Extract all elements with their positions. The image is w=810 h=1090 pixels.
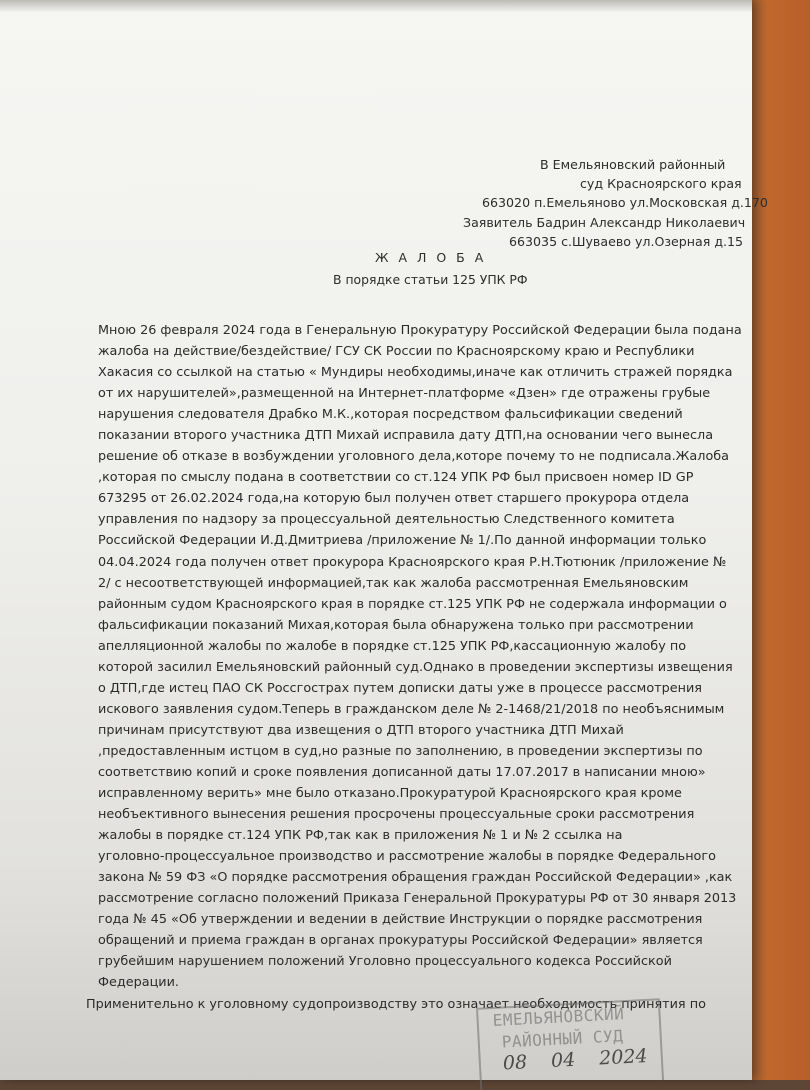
body-line: исправленному верить» мне было отказано.Прокуратурой Красноярского края кроме xyxy=(98,786,682,802)
body-line: жалобы в порядке ст.124 УПК РФ,так как в приложения № 1 и № 2 ссылка на xyxy=(98,828,623,844)
body-line: нарушения следователя Драбко М.К.,которая посредством фальсификации сведений xyxy=(98,407,683,423)
body-line: 2/ с несоответствующей информацией,так как жалоба рассмотренная Емельяновским xyxy=(98,575,689,591)
body-line: необъективного вынесения решения просрочены процессуальные сроки рассмотрения xyxy=(98,807,695,823)
body-line: которой засилил Емельяновский районный суд.Однако в проведении экспертизы извещения xyxy=(98,659,733,675)
applicant-name: Заявитель Бадрин Александр Николаевич xyxy=(463,214,746,230)
body-line: ,предоставленным истцом в суд,но разные по заполнению, в проведении экспертизы по xyxy=(98,743,703,759)
body-line: грубейшим нарушением положений Уголовно процессуального кодекса Российской xyxy=(98,954,672,970)
body-line: закона № 59 ФЗ «О порядке рассмотрения обращения граждан Российской Федерации» ,как xyxy=(98,870,733,886)
body-line: Мною 26 февраля 2024 года в Генеральную Прокуратуру Российской Федерации была подана xyxy=(98,323,742,338)
body-line: Хакасия со ссылкой на статью « Мундиры необходимы,иначе как отличить стражей порядка xyxy=(98,365,733,381)
body-line: о ДТП,где истец ПАО СК Россгострах путем дописки даты уже в процессе рассмотрения xyxy=(98,680,702,696)
body-line: уголовно-процессуальное производство и рассмотрение жалобы в порядке Федерального xyxy=(98,849,716,865)
body-line: 04.04.2024 года получен ответ прокурора Красноярского края Р.Н.Тютюник /приложение № xyxy=(98,554,727,570)
body-line: показании второго участника ДТП Михай исправила дату ДТП,на основании чего вынесла xyxy=(98,428,714,444)
body-line: Применительно к уголовному судопроизводству это означает необходимость принятия по xyxy=(86,996,706,1012)
recipient-region: суд Красноярского края xyxy=(580,176,742,192)
recipient-block xyxy=(440,155,768,251)
body-line: от их нарушителей»,размещенной на Интернет-платформе «Дзен» где отражены грубые xyxy=(98,386,711,402)
court-stamp xyxy=(476,998,664,1090)
recipient-court: В Емельяновский районный xyxy=(540,157,726,172)
body-line: жалоба на действие/бездействие/ ГСУ СК России по Красноярскому краю и Республики xyxy=(98,344,695,360)
body-line: года № 45 «Об утверждении и ведении в действие Инструкции о порядке рассмотрения xyxy=(98,912,703,928)
body-line: 673295 от 26.02.2024 года,на которую был получен ответ старшего прокурора отдела xyxy=(98,491,690,507)
body-line: искового заявления судом.Теперь в гражданском деле № 2-1468/21/2018 по необъяснимым xyxy=(98,701,725,717)
body-line: обращений и приема граждан в органах прокуратуры Российской Федерации» является xyxy=(98,933,703,949)
body-line: рассмотрение согласно положений Приказа Генеральной Прокуратуры РФ от 30 января 2013 xyxy=(98,891,737,907)
body-line: апелляционной жалобы по жалобе в порядке ст.125 УПК РФ,кассационную жалобу по xyxy=(98,638,687,654)
body-line: ,которая по смыслу подана в соответствии со ст.124 УПК РФ был присвоен номер ID GP xyxy=(98,470,694,486)
body-line: районным судом Красноярского края в порядке ст.125 УПК РФ не содержала информации о xyxy=(98,596,727,612)
document-title: Ж А Л О Б А xyxy=(375,250,487,265)
applicant-address: 663035 с.Шуваево ул.Озерная д.15 xyxy=(509,233,744,249)
body-line: фальсификации показаний Михая,которая была обнаружена только при рассмотрении xyxy=(98,617,694,633)
body-line: Российской Федерации И.Д.Дмитриева /приложение № 1/.По данной информации только xyxy=(98,533,707,549)
body-line: Федерации. xyxy=(98,975,179,991)
body-line: соответствию копий и сроке появления дописанной даты 17.07.2017 в написании мною» xyxy=(98,764,706,780)
body-line: причинам присутствуют два извещения о ДТП второго участника ДТП Михай xyxy=(98,722,624,738)
document-subtitle: В порядке статьи 125 УПК РФ xyxy=(333,272,528,287)
complaint-body xyxy=(86,320,748,1015)
body-line: решение об отказе в возбуждении уголовного дела,которе почему то не подписала.Жалоба xyxy=(98,449,730,465)
recipient-address: 663020 п.Емельяново ул.Московская д.170 xyxy=(482,195,768,211)
stamp-court-type: РАЙОННЫЙ СУД xyxy=(501,1026,624,1052)
stamp-court-name: ЕМЕЛЬЯНОВСКИЙ xyxy=(492,1004,625,1031)
stamp-date: 08 04 2024 xyxy=(502,1044,649,1075)
body-line: управления по надзору за процессуальной деятельностью Следственного комитета xyxy=(98,512,675,528)
